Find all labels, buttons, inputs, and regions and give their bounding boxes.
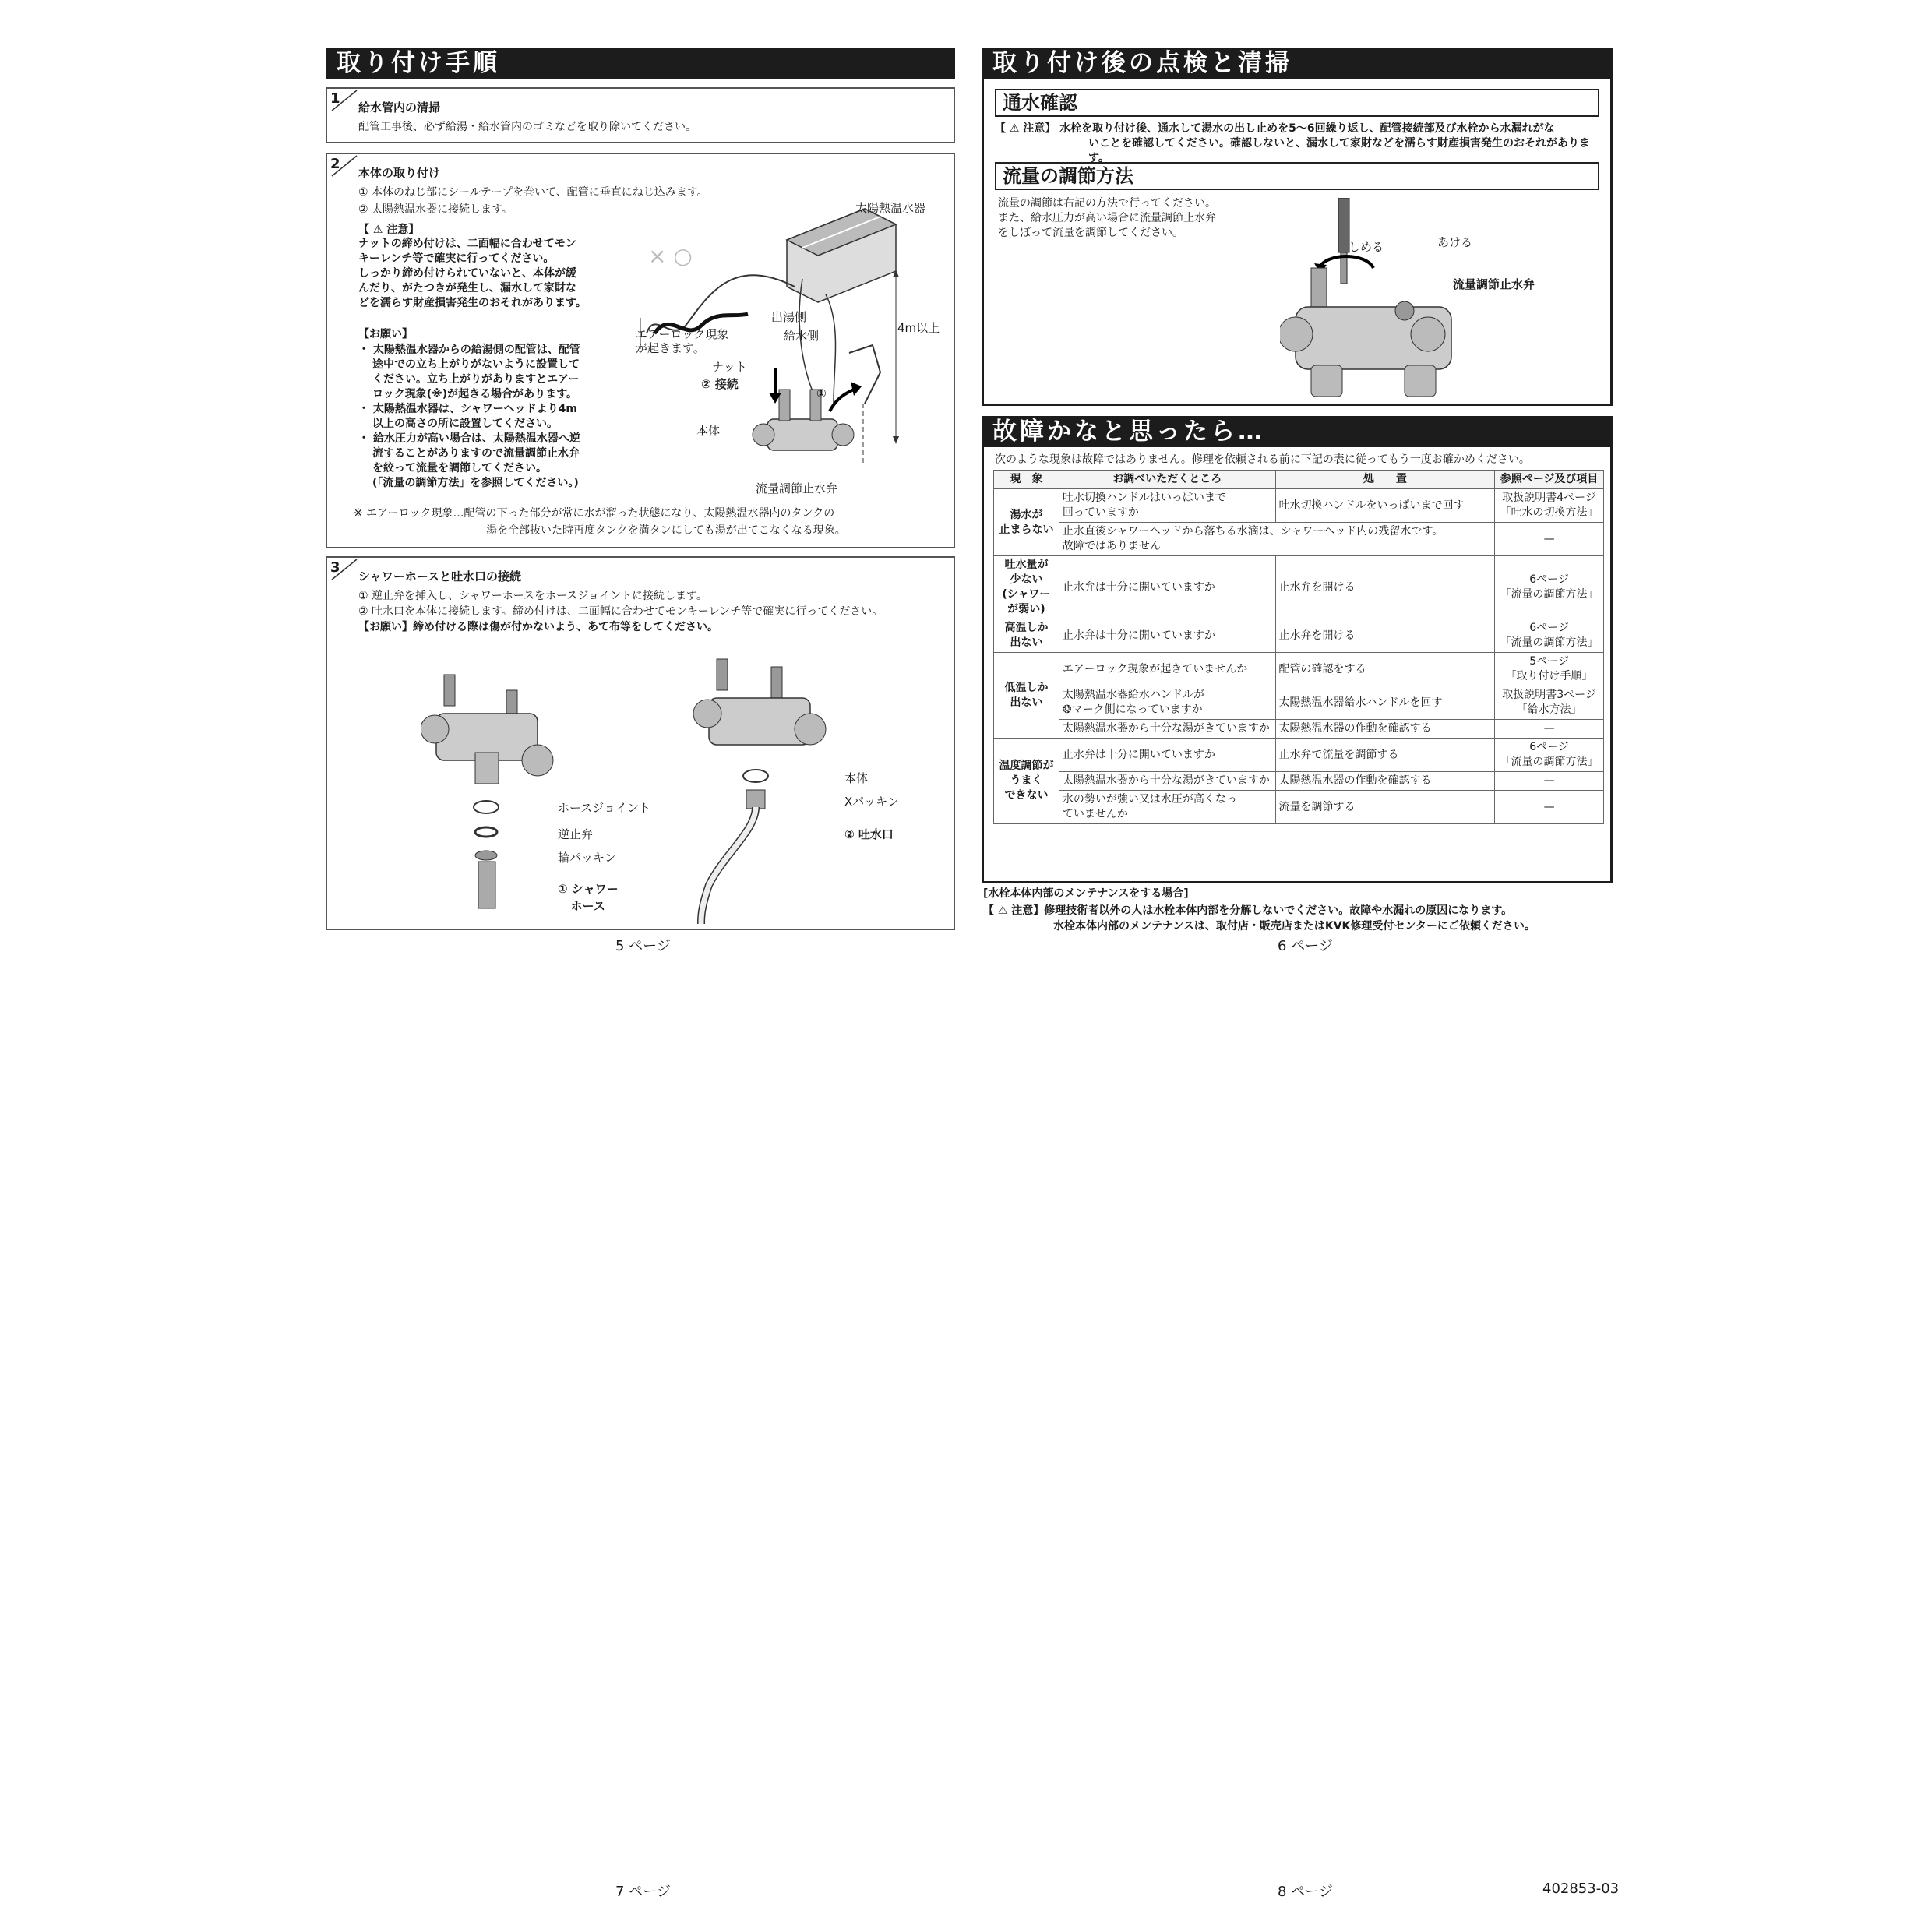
water-check-title: 通水確認 [995, 89, 1599, 117]
check-cell: 止水弁は十分に開いていますか [1059, 619, 1275, 653]
label-close: しめる [1349, 240, 1384, 254]
step3-line2: ② 吐水口を本体に接続します。締め付けは、二面幅に合わせてモンキーレンチ等で確実に行ってください。 [358, 605, 883, 618]
action-cell: 太陽熱温水器の作動を確認する [1275, 720, 1495, 739]
symptom-cell: 湯水が 止まらない [994, 489, 1059, 556]
step2-line1: ① 本体のねじ部にシールテープを巻いて、配管に垂直にねじ込みます。 [358, 186, 708, 199]
table-row [994, 556, 1604, 619]
step2-line2: ② 太陽熱温水器に接続します。 [358, 203, 513, 216]
request-item-1: ・ 太陽熱温水器からの給湯側の配管は、配管 途中での立ち上がりがないように設置して ください。立ち上がりがありますとエアー ロック現象(※)が起きる場合があります。 [358, 344, 580, 400]
reference-cell: — [1495, 772, 1604, 791]
check-cell: 太陽熱温水器給水ハンドルが ❂マーク側になっていますか [1059, 686, 1275, 720]
reference-cell: 取扱説明書3ページ 「給水方法」 [1495, 686, 1604, 720]
inspection-section [982, 48, 1613, 406]
label-check-valve: 逆止弁 [558, 827, 594, 841]
trouble-intro: 次のような現象は故障ではありません。修理を依頼される前に下記の表に従ってもう一度お確かめください。 [995, 453, 1530, 466]
reference-cell: — [1495, 523, 1604, 556]
page-number-8: 8 ページ [1278, 1884, 1333, 1900]
step3-box [326, 556, 955, 930]
label-flow-valve: 流量調節止水弁 [756, 481, 838, 495]
check-cell: 吐水切換ハンドルはいっぱいまで 回っていますか [1059, 489, 1275, 523]
table-row [994, 791, 1604, 824]
reference-cell: 6ページ 「流量の調節方法」 [1495, 556, 1604, 619]
label-spout: ② 吐水口 [844, 827, 894, 841]
caution-prefix: 【 ⚠ 注意】 [995, 122, 1056, 135]
step1-number: 1 [330, 90, 340, 107]
reference-cell: 5ページ 「取り付け手順」 [1495, 653, 1604, 686]
reference-cell: 6ページ 「流量の調節方法」 [1495, 619, 1604, 653]
step2-request-title: 【お願い】 [358, 328, 413, 340]
step1-title: 給水管内の清掃 [358, 100, 441, 115]
table-row [994, 489, 1604, 523]
action-cell: 太陽熱温水器の作動を確認する [1275, 772, 1495, 791]
check-cell: 太陽熱温水器から十分な湯がきていますか [1059, 772, 1275, 791]
action-cell: 吐水切換ハンドルをいっぱいまで回す [1275, 489, 1495, 523]
step3-request: 【お願い】締め付ける際は傷が付かないよう、あて布等をしてください。 [358, 621, 718, 633]
flow-valve-diagram [1280, 198, 1482, 404]
label-body-right: 本体 [844, 771, 869, 785]
table-row [994, 772, 1604, 791]
trouble-header: 故障かなと思ったら… [982, 416, 1613, 447]
water-check-caution: 【 ⚠ 注意】 水栓を取り付け後、通水して湯水の出し止めを5～6回繰り返し、配管接続部及び水栓から水漏れがな いことを確認してください。確認しないと、漏水して家財などを濡らす財産損害発生のおそれがあります。 [995, 122, 1590, 164]
check-cell: 止水弁は十分に開いていますか [1059, 739, 1275, 772]
step2-caution-text: ナットの締め付けは、二面幅に合わせてモン キーレンチ等で確実に行ってください。 しっかり締め付けられていないと、本体が緩 んだり、がたつきが発生し、漏水して家財な どを濡らす財産損害発生のおそれがあります。 [358, 238, 587, 309]
col-symptom: 現 象 [994, 471, 1059, 489]
check-cell: 水の勢いが強い又は水圧が高くなっ ていませんか [1059, 791, 1275, 824]
page-number-5: 5 ページ [615, 938, 671, 954]
label-body: 本体 [696, 424, 721, 438]
step2-box [326, 153, 955, 548]
trouble-section [982, 416, 1613, 883]
label-outlet-side: 出湯側 [771, 310, 807, 324]
airlock-note-1: ※ エアーロック現象…配管の下った部分が常に水が溜った状態になり、太陽熱温水器内のタンクの [354, 507, 835, 520]
table-row [994, 739, 1604, 772]
maintenance-caution: 【 ⚠ 注意】修理技術者以外の人は水栓本体内部を分解しないでください。故障や水漏れの原因になります。 [983, 904, 1513, 917]
label-x-packing: Xパッキン [844, 795, 900, 809]
request-item-2: ・ 太陽熱温水器は、シャワーヘッドより4m 以上の高さの所に設置してください。 [358, 403, 577, 430]
svg-text:× ○: × ○ [648, 243, 693, 269]
maintenance-line2: 水栓本体内部のメンテナンスは、取付店・販売店またはKVK修理受付センターにご依頼ください。 [1053, 920, 1535, 933]
flow-adjust-title: 流量の調節方法 [995, 162, 1599, 190]
reference-cell: 6ページ 「流量の調節方法」 [1495, 739, 1604, 772]
symptom-cell: 吐水量が 少ない (シャワー が弱い) [994, 556, 1059, 619]
step2-caution-title: 【 ⚠ 注意】 [358, 224, 420, 236]
action-cell: 配管の確認をする [1275, 653, 1495, 686]
label-solar-heater: 太陽熱温水器 [855, 201, 926, 215]
step2-number: 2 [330, 156, 340, 172]
document-code: 402853-03 [1542, 1881, 1620, 1897]
spout-assembly-diagram [693, 651, 849, 932]
label-supply-side: 給水側 [784, 329, 820, 343]
step3-line1: ① 逆止弁を挿入し、シャワーホースをホースジョイントに接続します。 [358, 590, 707, 602]
step3-title: シャワーホースと吐水口の接続 [358, 569, 521, 583]
action-cell: 止水弁を開ける [1275, 556, 1495, 619]
step2-title: 本体の取り付け [358, 166, 441, 180]
label-hose-joint: ホースジョイント [558, 801, 650, 815]
symptom-cell: 高温しか 出ない [994, 619, 1059, 653]
col-check: お調べいただくところ [1059, 471, 1275, 489]
table-row [994, 523, 1604, 556]
table-header-row [994, 471, 1604, 489]
hose-assembly-diagram [421, 667, 561, 916]
symptom-cell: 低温しか 出ない [994, 653, 1059, 739]
action-cell: 止水弁を開ける [1275, 619, 1495, 653]
check-cell: 止水弁は十分に開いていますか [1059, 556, 1275, 619]
label-open: あける [1437, 235, 1473, 249]
table-row [994, 686, 1604, 720]
table-row [994, 619, 1604, 653]
label-shower-hose: ① シャワー ホース [558, 882, 619, 913]
label-height: 4m以上 [897, 321, 940, 335]
label-step-one: ① [816, 386, 827, 400]
col-action: 処 置 [1275, 471, 1495, 489]
page-number-6: 6 ページ [1278, 938, 1333, 954]
maintenance-title: [水栓本体内部のメンテナンスをする場合] [983, 887, 1189, 900]
check-cell: 太陽熱温水器から十分な湯がきていますか [1059, 720, 1275, 739]
install-steps-header: 取り付け手順 [326, 48, 955, 79]
action-cell: 止水弁で流量を調節する [1275, 739, 1495, 772]
page-number-7: 7 ページ [615, 1884, 671, 1900]
label-airlock: エアーロック現象 が起きます。 [636, 327, 729, 355]
label-nut: ナット [712, 360, 747, 374]
reference-cell: — [1495, 791, 1604, 824]
action-cell: 太陽熱温水器給水ハンドルを回す [1275, 686, 1495, 720]
trouble-table [993, 470, 1604, 824]
step1-box [326, 87, 955, 143]
step3-number: 3 [330, 559, 340, 576]
col-reference: 参照ページ及び項目 [1495, 471, 1604, 489]
request-item-3: ・ 給水圧力が高い場合は、太陽熱温水器へ逆 流することがありますので流量調節止水弁 を絞って流量を調節してください。 (「流量の調節方法」を参照してください。) [358, 432, 580, 489]
table-row [994, 653, 1604, 686]
flow-adjust-text: 流量の調節は右記の方法で行ってください。 また、給水圧力が高い場合に流量調節止水弁 をしぼって流量を調節してください。 [998, 197, 1216, 239]
airlock-note-2: 湯を全部抜いた時再度タンクを満タンにしても湯が出てこなくなる現象。 [486, 524, 846, 537]
action-cell: 流量を調節する [1275, 791, 1495, 824]
step1-text: 配管工事後、必ず給湯・給水管内のゴミなどを取り除いてください。 [358, 121, 696, 133]
check-cell: 止水直後シャワーヘッドから落ちる水滴は、シャワーヘッド内の残留水です。 故障ではありません [1059, 523, 1494, 556]
label-ring-packing: 輪パッキン [558, 851, 616, 865]
table-row [994, 720, 1604, 739]
reference-cell: — [1495, 720, 1604, 739]
label-flow-valve-right: 流量調節止水弁 [1453, 277, 1535, 291]
reference-cell: 取扱説明書4ページ 「吐水の切換方法」 [1495, 489, 1604, 523]
symptom-cell: 温度調節が うまく できない [994, 739, 1059, 824]
step2-request-list [358, 343, 654, 491]
check-cell: エアーロック現象が起きていませんか [1059, 653, 1275, 686]
inspection-header: 取り付け後の点検と清掃 [982, 48, 1613, 79]
label-connect: ② 接続 [701, 377, 739, 391]
